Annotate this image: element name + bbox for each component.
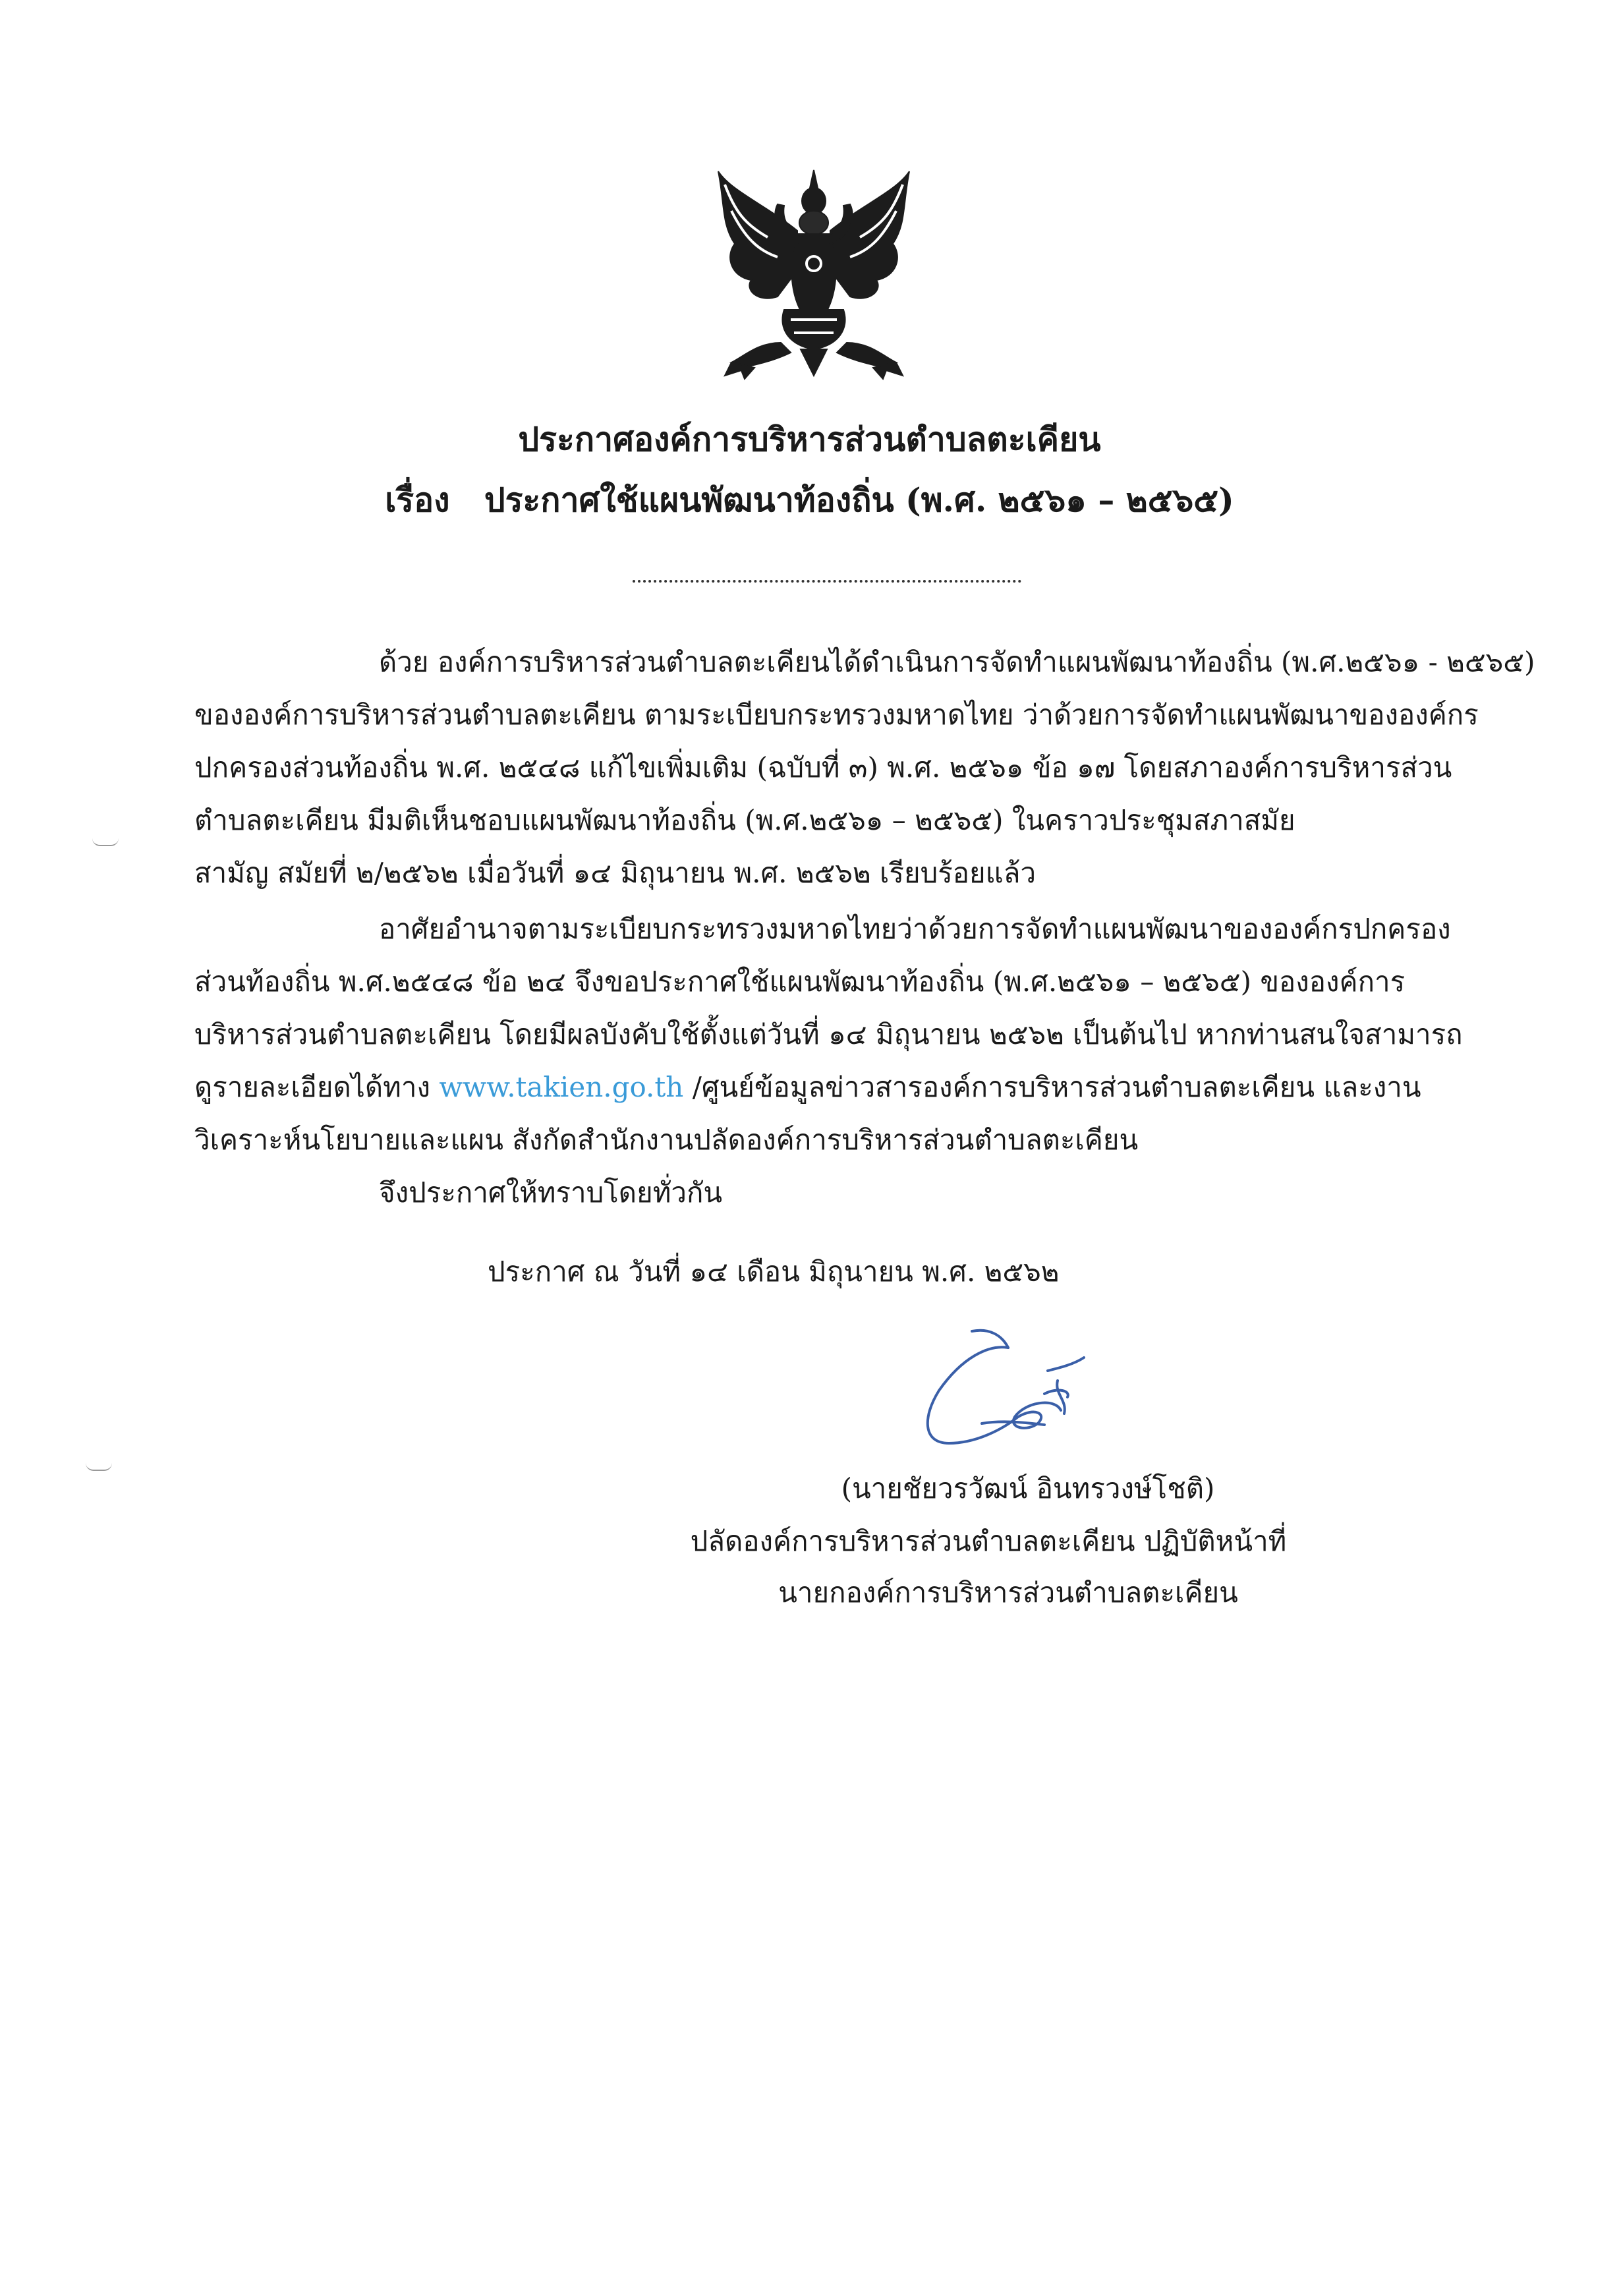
paragraph-line: ส่วนท้องถิ่น พ.ศ.๒๕๔๘ ข้อ ๒๔ จึงขอประกาศใช้แผนพัฒนาท้องถิ่น (พ.ศ.๒๕๖๑ – ๒๕๖๕) ขององค์การ	[194, 965, 1406, 998]
paragraph-line: ตำบลตะเคียน มีมติเห็นชอบแผนพัฒนาท้องถิ่น (พ.ศ.๒๕๖๑ – ๒๕๖๕) ในคราวประชุมสภาสมัย	[194, 804, 1295, 836]
announcement-title: ประกาศองค์การบริหารส่วนตำบลตะเคียน	[518, 420, 1101, 459]
scan-mark	[92, 838, 119, 846]
paragraph-line: วิเคราะห์นโยบายและแผน สังกัดสำนักงานปลัดองค์การบริหารส่วนตำบลตะเคียน	[194, 1124, 1139, 1156]
paragraph-line: ด้วย องค์การบริหารส่วนตำบลตะเคียนได้ดำเนินการจัดทำแผนพัฒนาท้องถิ่น (พ.ศ.๒๕๖๑ - ๒๕๖๕)	[379, 646, 1535, 678]
subject-prefix: เรื่อง	[385, 480, 450, 519]
paragraph-line: ปกครองส่วนท้องถิ่น พ.ศ. ๒๕๔๘ แก้ไขเพิ่มเติม (ฉบับที่ ๓) พ.ศ. ๒๕๖๑ ข้อ ๑๗ โดยสภาองค์การบริหารส่วน	[194, 751, 1452, 784]
paragraph-line: ขององค์การบริหารส่วนตำบลตะเคียน ตามระเบียบกระทรวงมหาดไทย ว่าด้วยการจัดทำแผนพัฒนาขององค์กร	[194, 699, 1479, 731]
paragraph-line-with-link	[194, 1061, 1466, 1114]
signatory-name: (นายชัยวรวัฒน์ อินทรวงษ์โชติ)	[841, 1472, 1215, 1505]
subject-text: ประกาศใช้แผนพัฒนาท้องถิ่น (พ.ศ. ๒๕๖๑ – ๒๕๖๕)	[484, 480, 1234, 519]
signatory-position-1: ปลัดองค์การบริหารส่วนตำบลตะเคียน ปฏิบัติหน้าที่	[690, 1525, 1287, 1557]
signatory-position-2: นายกองค์การบริหารส่วนตำบลตะเคียน	[778, 1576, 1238, 1609]
link-prefix: ดูรายละเอียดได้ทาง	[194, 1071, 430, 1103]
garuda-emblem-icon	[705, 165, 923, 389]
handwritten-signature	[903, 1318, 1120, 1463]
announcement-subject	[0, 471, 1619, 530]
closing-statement: จึงประกาศให้ทราบโดยทั่วกัน	[379, 1176, 723, 1209]
paragraph-line: สามัญ สมัยที่ ๒/๒๕๖๒ เมื่อวันที่ ๑๔ มิถุนายน พ.ศ. ๒๕๖๒ เรียบร้อยแล้ว	[194, 857, 1037, 889]
announcement-date: ประกาศ ณ วันที่ ๑๔ เดือน มิถุนายน พ.ศ. ๒๕๖๒	[488, 1255, 1060, 1288]
paragraph-line: อาศัยอำนาจตามระเบียบกระทรวงมหาดไทยว่าด้วยการจัดทำแผนพัฒนาขององค์กรปกครอง	[379, 913, 1451, 945]
paragraph-line: บริหารส่วนตำบลตะเคียน โดยมีผลบังคับใช้ตั้งแต่วันที่ ๑๔ มิถุนายน ๒๕๖๒ เป็นต้นไป หากท่านสนใจสามารถ	[194, 1018, 1463, 1050]
scan-mark	[86, 1463, 112, 1471]
website-link[interactable]: www.takien.go.th	[439, 1071, 684, 1103]
link-suffix: /ศูนย์ข้อมูลข่าวสารองค์การบริหารส่วนตำบลตะเคียน และงาน	[692, 1071, 1421, 1103]
body-paragraph-1	[194, 636, 1535, 900]
body-paragraph-2	[194, 903, 1466, 1166]
dotted-divider	[633, 580, 1021, 583]
